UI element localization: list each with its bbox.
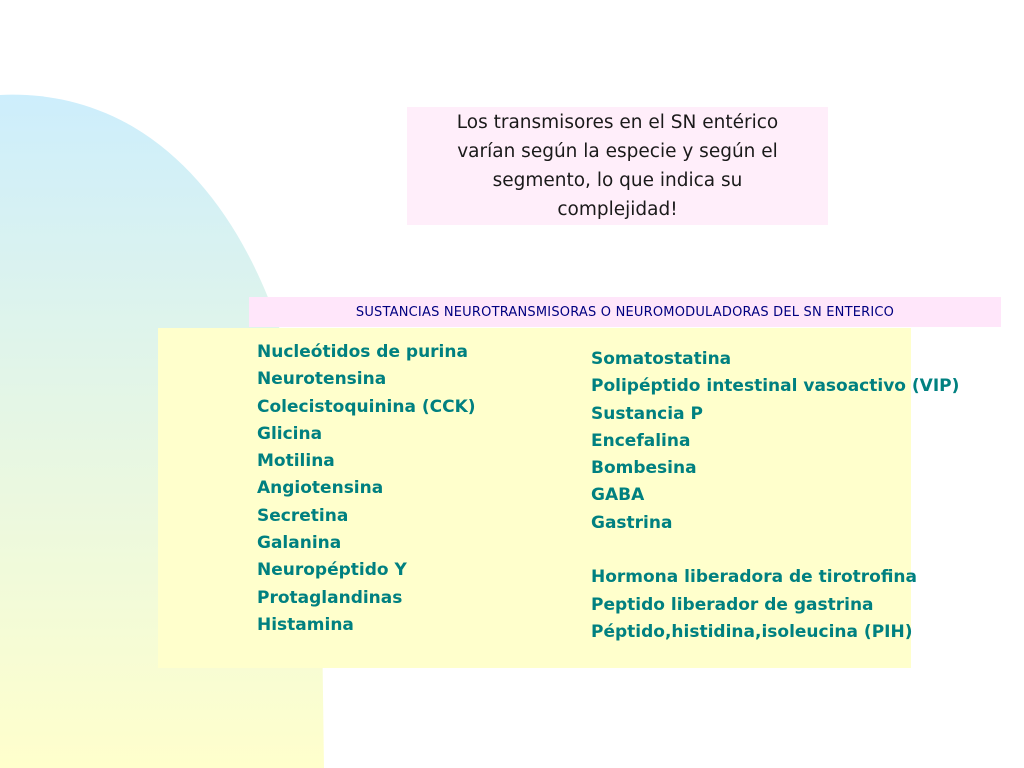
list-item: Hormona liberadora de tirotrofina xyxy=(591,567,918,588)
list-item: Neuropéptido Y xyxy=(257,560,407,581)
section-heading-text: SUSTANCIAS NEUROTRANSMISORAS O NEUROMODULADORAS DEL SN ENTERICO xyxy=(355,304,895,320)
list-spacer xyxy=(591,537,959,564)
list-item: Glicina xyxy=(257,423,323,444)
note-line: complejidad! xyxy=(557,199,678,220)
list-item: Colecistoquinina (CCK) xyxy=(257,396,476,417)
list-item: Polipéptido intestinal vasoactivo (VIP) xyxy=(591,376,960,397)
note-text xyxy=(457,108,778,224)
list-item: Histamina xyxy=(257,614,354,635)
list-item: Bombesina xyxy=(591,458,697,479)
list-item: Secretina xyxy=(257,505,349,526)
list-item: Péptido,histidina,isoleucina (PIH) xyxy=(591,621,913,642)
list-item: Protaglandinas xyxy=(257,587,403,608)
list-item: Somatostatina xyxy=(591,349,732,369)
list-item: Sustancia P xyxy=(591,403,703,424)
list-item: Galanina xyxy=(257,533,342,554)
list-item: Gastrina xyxy=(591,512,673,533)
note-line: Los transmisores en el SN entérico xyxy=(456,112,779,133)
note-line: segmento, lo que indica su xyxy=(492,170,743,191)
list-item: GABA xyxy=(591,485,645,506)
right-substance-list xyxy=(591,346,959,646)
list-item: Motilina xyxy=(257,451,335,472)
list-item: Nucleótidos de purina xyxy=(257,342,468,362)
section-heading xyxy=(249,297,1001,327)
left-substance-list xyxy=(257,339,476,639)
list-item: Angiotensina xyxy=(257,478,384,499)
list-item: Peptido liberador de gastrina xyxy=(591,594,874,615)
note-line: varían según la especie y según el xyxy=(457,141,778,162)
list-item: Encefalina xyxy=(591,430,691,451)
note-box xyxy=(407,107,828,225)
list-item: Neurotensina xyxy=(257,369,387,390)
